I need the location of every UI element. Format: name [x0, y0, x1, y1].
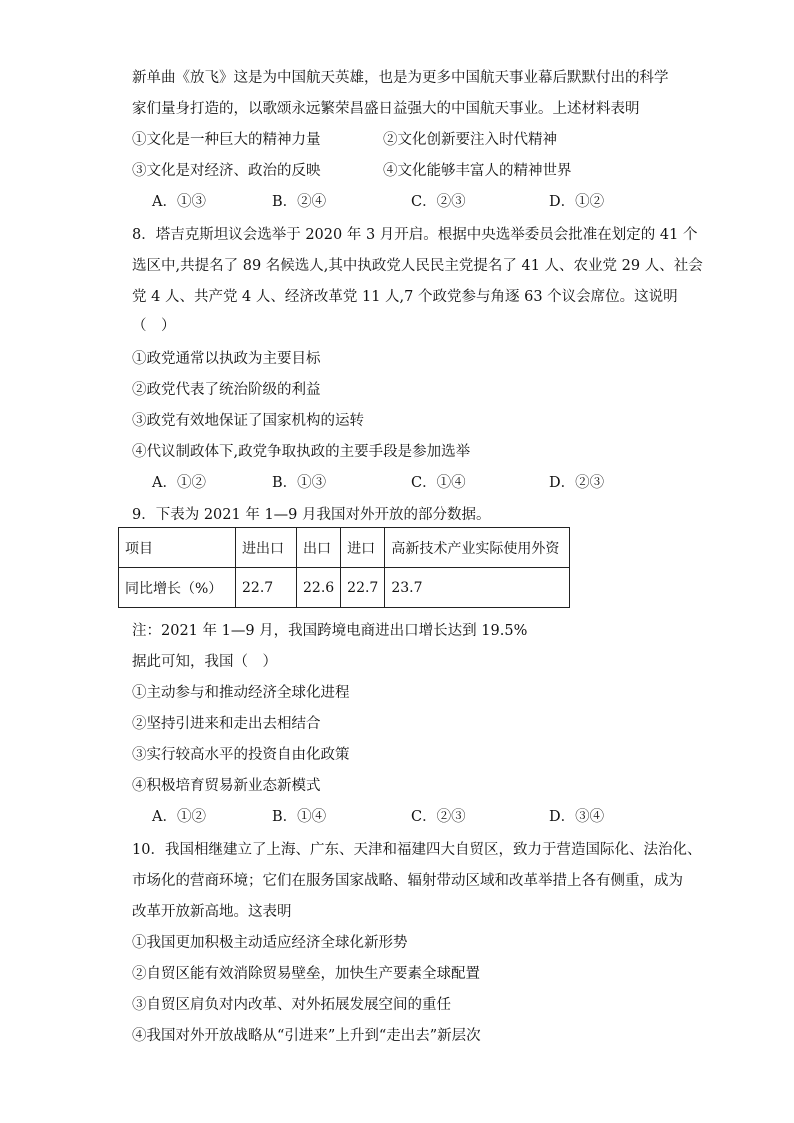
q7-option-b: B．②④ — [272, 194, 327, 210]
q9-data-table — [118, 527, 570, 608]
table-cell: 同比增长（%） — [119, 568, 236, 608]
table-cell: 22.7 — [236, 568, 297, 608]
q8-statement-4: ④代议制政体下,政党争取执政的主要手段是参加选举 — [132, 444, 471, 460]
q7-statement-3: ③文化是对经济、政治的反映 — [132, 163, 321, 179]
table-cell: 23.7 — [385, 568, 570, 608]
q9-statement-2: ②坚持引进来和走出去相结合 — [132, 716, 321, 732]
q8-option-a: A．①② — [152, 475, 206, 491]
q7-stem-line-1: 新单曲《放飞》这是为中国航天英雄，也是为更多中国航天事业幕后默默付出的科学 — [132, 70, 669, 86]
q7-statement-4: ④文化能够丰富人的精神世界 — [383, 163, 572, 179]
q8-option-d: D．②③ — [549, 475, 605, 491]
q8-option-c: C．①④ — [411, 475, 466, 491]
table-header-row — [119, 528, 570, 568]
q9-stem: 9．下表为 2021 年 1—9 月我国对外开放的部分数据。 — [132, 507, 491, 523]
q9-option-a: A．①② — [152, 809, 206, 825]
q10-statement-2: ②自贸区能有效消除贸易壁垒，加快生产要素全球配置 — [132, 966, 480, 982]
q10-stem-line-2: 市场化的营商环境；它们在服务国家战略、辐射带动区域和改革举措上各有侧重，成为 — [132, 873, 683, 889]
table-row — [119, 568, 570, 608]
q9-note: 注：2021 年 1—9 月，我国跨境电商进出口增长达到 19.5% — [132, 623, 528, 639]
q7-stem-line-2: 家们量身打造的，以歌颂永远繁荣昌盛日益强大的中国航天事业。上述材料表明 — [132, 101, 640, 117]
table-header-cell: 出口 — [297, 528, 341, 568]
q10-statement-4: ④我国对外开放战略从“引进来”上升到“走出去”新层次 — [132, 1028, 481, 1044]
q9-statement-1: ①主动参与和推动经济全球化进程 — [132, 685, 350, 701]
q10-statement-3: ③自贸区肩负对内改革、对外拓展发展空间的重任 — [132, 997, 451, 1013]
q9-statement-3: ③实行较高水平的投资自由化政策 — [132, 747, 350, 763]
q9-prompt: 据此可知，我国（ ） — [132, 654, 277, 670]
q7-option-c: C．②③ — [411, 194, 466, 210]
q8-statement-1: ①政党通常以执政为主要目标 — [132, 351, 321, 367]
table-header-cell: 进出口 — [236, 528, 297, 568]
q8-statement-3: ③政党有效地保证了国家机构的运转 — [132, 413, 364, 429]
q8-stem-line-3: 党 4 人、共产党 4 人、经济改革党 11 人,7 个政党参与角逐 63 个议会席位。这说明 — [132, 289, 678, 305]
q7-option-d: D．①② — [549, 194, 605, 210]
q10-stem-line-3: 改革开放新高地。这表明 — [132, 904, 292, 920]
q8-statement-2: ②政党代表了统治阶级的利益 — [132, 382, 321, 398]
table-header-cell: 高新技术产业实际使用外资 — [385, 528, 570, 568]
q9-statement-4: ④积极培育贸易新业态新模式 — [132, 778, 321, 794]
q8-answer-blank: （ ） — [132, 318, 176, 334]
table-cell: 22.6 — [297, 568, 341, 608]
table-cell: 22.7 — [341, 568, 385, 608]
q9-option-b: B．①④ — [272, 809, 327, 825]
q10-stem-line-1: 10．我国相继建立了上海、广东、天津和福建四大自贸区，致力于营造国际化、法治化、 — [132, 842, 702, 858]
q8-stem-line-2: 选区中,共提名了 89 名候选人,其中执政党人民民主党提名了 41 人、农业党 29 人、社会 — [132, 258, 703, 274]
table-header-cell: 项目 — [119, 528, 236, 568]
q7-statement-2: ②文化创新要注入时代精神 — [383, 132, 557, 148]
q8-option-b: B．①③ — [272, 475, 327, 491]
q10-statement-1: ①我国更加积极主动适应经济全球化新形势 — [132, 935, 408, 951]
q8-stem-line-1: 8．塔吉克斯坦议会选举于 2020 年 3 月开启。根据中央选举委员会批准在划定的 41 个 — [132, 227, 698, 243]
table-header-cell: 进口 — [341, 528, 385, 568]
q9-option-d: D．③④ — [549, 809, 605, 825]
q7-option-a: A．①③ — [152, 194, 206, 210]
q9-option-c: C．②③ — [411, 809, 466, 825]
q7-statement-1: ①文化是一种巨大的精神力量 — [132, 132, 321, 148]
